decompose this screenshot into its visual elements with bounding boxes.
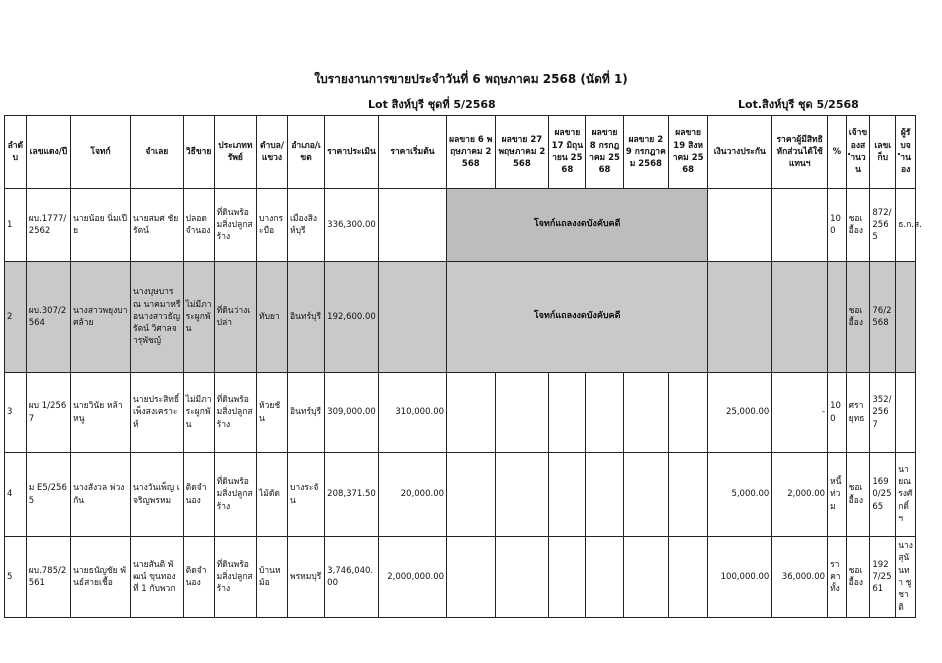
cell-mortgagee: นายณรงศักดิ์ ฯ: [896, 453, 916, 537]
cell-sale-6: [669, 453, 708, 537]
cell-case: ผบ 1/2567: [26, 373, 70, 453]
cell-percent: ราคาทั้ง: [828, 537, 847, 618]
table-row: [5, 453, 916, 537]
cell-case: ผบ.307/2564: [26, 262, 70, 373]
cell-sale-2: [495, 453, 549, 537]
cell-deposit: 100,000.00: [708, 537, 772, 618]
cell-method: ไม่มีภาระผูกพัน: [183, 373, 214, 453]
table-row: [5, 373, 916, 453]
cell-sale-2: [495, 373, 549, 453]
cell-subdistrict: บ้านหม้อ: [257, 537, 288, 618]
col-header-subdistrict: ตำบล/แขวง: [257, 116, 288, 189]
cell-file-no: 76/2568: [870, 262, 896, 373]
cell-defendant: นายสันติ พัฒน์ ขุนทอง ที่ 1 กับพวก: [131, 537, 184, 618]
cell-owner: ชอเอื้อง: [846, 262, 870, 373]
col-header-start-price: ราคาเริ่มต้น: [378, 116, 446, 189]
col-header-owner: เจ้าของสำนวน: [846, 116, 870, 189]
cell-no: 1: [5, 189, 27, 262]
cell-deposit: 5,000.00: [708, 453, 772, 537]
cell-offset-price: 36,000.00: [772, 537, 828, 618]
cell-district: อินทร์บุรี: [287, 373, 324, 453]
col-header-percent: %: [828, 116, 847, 189]
col-header-file-no: เลขเก็บ: [870, 116, 896, 189]
cell-file-no: 1690/2565: [870, 453, 896, 537]
col-header-deposit: เงินวางประกัน: [708, 116, 772, 189]
col-header-sale-1: ผลขาย 6 พฤษภาคม 2568: [447, 116, 496, 189]
cell-plaintiff: นางสาวพยุงบาศล้าย: [71, 262, 131, 373]
cell-district: บางระจัน: [287, 453, 324, 537]
cell-sale-5: [623, 537, 668, 618]
cell-offset-price: [772, 189, 828, 262]
cell-sale-4: [586, 537, 623, 618]
col-header-sale-2: ผลขาย 27 พฤษภาคม 2568: [495, 116, 549, 189]
cell-file-no: 872/2565: [870, 189, 896, 262]
cell-appraisal: 309,000.00: [325, 373, 379, 453]
col-header-district: อำเภอ/เขต: [287, 116, 324, 189]
col-header-sale-3: ผลขาย 17 มิถุนายน 2568: [549, 116, 586, 189]
cell-start-price: 310,000.00: [378, 373, 446, 453]
cell-case: ผบ.785/2561: [26, 537, 70, 618]
cell-sale-5: [623, 453, 668, 537]
cell-start-price: 20,000.00: [378, 453, 446, 537]
cell-type: ที่ดินพร้อมสิ่งปลูกสร้าง: [214, 453, 256, 537]
cell-subdistrict: ทับยา: [257, 262, 288, 373]
cell-sale-2: [495, 537, 549, 618]
col-header-defendant: จำเลย: [131, 116, 184, 189]
cell-method: ไม่มีภาระผูกพัน: [183, 262, 214, 373]
cell-defendant: นายประสิทธิ์ เพ็งสงเคราะห์: [131, 373, 184, 453]
cell-start-price: [378, 189, 446, 262]
lot-label-right: Lot.สิงห์บุรี ชุด 5/2568: [738, 98, 859, 111]
cell-no: 4: [5, 453, 27, 537]
col-header-mortgagee: ผู้รับจำนอง: [896, 116, 916, 189]
cell-defendant: นางบุษบารณ นาคมาหรือนางสาวธัญรัตน์ วิศาลจารุพัชญ์: [131, 262, 184, 373]
cell-type: ที่ดินพร้อมสิ่งปลูกสร้าง: [214, 373, 256, 453]
cell-deposit: [708, 262, 772, 373]
cell-no: 3: [5, 373, 27, 453]
cell-percent: 100: [828, 189, 847, 262]
cell-subdistrict: บางกระบือ: [257, 189, 288, 262]
cell-owner: ชอเอื้อง: [846, 453, 870, 537]
cell-mortgagee: นางสุนันทา ชูชาติ: [896, 537, 916, 618]
col-header-sale-6: ผลขาย 19 สิงหาคม 2568: [669, 116, 708, 189]
cell-sale-5: [623, 373, 668, 453]
cell-method: ติดจำนอง: [183, 537, 214, 618]
table-row: [5, 262, 916, 373]
cell-type: ที่ดินพร้อมสิ่งปลูกสร้าง: [214, 537, 256, 618]
cell-file-no: 1927/2561: [870, 537, 896, 618]
cell-type: ที่ดินว่างเปล่า: [214, 262, 256, 373]
cell-offset-price: 2,000.00: [772, 453, 828, 537]
cell-verdict: โจทก์แถลงงดบังคับคดี: [447, 189, 708, 262]
cell-verdict: โจทก์แถลงงดบังคับคดี: [447, 262, 708, 373]
cell-start-price: 2,000,000.00: [378, 537, 446, 618]
cell-percent: หนี้ท่วม: [828, 453, 847, 537]
cell-start-price: [378, 262, 446, 373]
cell-plaintiff: นายวินัย หล้าหนู: [71, 373, 131, 453]
cell-subdistrict: ห้วยชัน: [257, 373, 288, 453]
header-row: [5, 116, 916, 189]
cell-plaintiff: นายธนัญชัย พันธ์สายเชื้อ: [71, 537, 131, 618]
cell-percent: [828, 262, 847, 373]
cell-deposit: [708, 189, 772, 262]
cell-method: ปลอดจำนอง: [183, 189, 214, 262]
cell-case: ผบ.1777/2562: [26, 189, 70, 262]
cell-mortgagee: ธ.ก.ส.: [896, 189, 916, 262]
cell-no: 5: [5, 537, 27, 618]
col-header-sale-5: ผลขาย 29 กรกฎาคม 2568: [623, 116, 668, 189]
cell-appraisal: 192,600.00: [325, 262, 379, 373]
cell-sale-3: [549, 453, 586, 537]
cell-subdistrict: ไม้ดัด: [257, 453, 288, 537]
cell-deposit: 25,000.00: [708, 373, 772, 453]
cell-case: ม E5/2565: [26, 453, 70, 537]
cell-sale-4: [586, 373, 623, 453]
col-header-appraisal: ราคาประเมิน: [325, 116, 379, 189]
col-header-type: ประเภททรัพย์: [214, 116, 256, 189]
cell-no: 2: [5, 262, 27, 373]
col-header-case: เลขแดง/ปี: [26, 116, 70, 189]
cell-district: อินทร์บุรี: [287, 262, 324, 373]
cell-mortgagee: [896, 262, 916, 373]
cell-mortgagee: [896, 373, 916, 453]
cell-district: พรหมบุรี: [287, 537, 324, 618]
col-header-no: ลำดับ: [5, 116, 27, 189]
cell-sale-1: [447, 453, 496, 537]
cell-sale-1: [447, 373, 496, 453]
cell-file-no: 352/2567: [870, 373, 896, 453]
col-header-method: วิธีขาย: [183, 116, 214, 189]
cell-owner: ศรายุทธ: [846, 373, 870, 453]
cell-district: เมืองสิงห์บุรี: [287, 189, 324, 262]
lot-label-left: Lot สิงห์บุรี ชุดที่ 5/2568: [368, 98, 496, 111]
cell-type: ที่ดินพร้อมสิ่งปลูกสร้าง: [214, 189, 256, 262]
cell-plaintiff: นายน้อย นิ่มเปีย: [71, 189, 131, 262]
cell-offset-price: -: [772, 373, 828, 453]
cell-offset-price: [772, 262, 828, 373]
cell-percent: 100: [828, 373, 847, 453]
cell-sale-6: [669, 537, 708, 618]
col-header-plaintiff: โจทก์: [71, 116, 131, 189]
cell-defendant: นายสมศ ชัยรัตน์: [131, 189, 184, 262]
sales-report-table: [4, 115, 922, 618]
table-row: [5, 189, 916, 262]
cell-appraisal: 3,746,040.00: [325, 537, 379, 618]
cell-sale-3: [549, 373, 586, 453]
cell-appraisal: 336,300.00: [325, 189, 379, 262]
cell-sale-6: [669, 373, 708, 453]
cell-defendant: นางวันเพ็ญ เจริญพรหม: [131, 453, 184, 537]
cell-sale-1: [447, 537, 496, 618]
cell-plaintiff: นางสังวล พ่วงกัน: [71, 453, 131, 537]
cell-sale-4: [586, 453, 623, 537]
cell-owner: ชอเอื้อง: [846, 189, 870, 262]
report-title: ใบรายงานการขายประจำวันที่ 6 พฤษภาคม 2568 (นัดที่ 1): [314, 72, 628, 86]
cell-owner: ชอเอื้อง: [846, 537, 870, 618]
table-row: [5, 537, 916, 618]
col-header-sale-4: ผลขาย 8 กรกฎาคม 2568: [586, 116, 623, 189]
cell-sale-3: [549, 537, 586, 618]
cell-appraisal: 208,371.50: [325, 453, 379, 537]
cell-method: ติดจำนอง: [183, 453, 214, 537]
col-header-offset-price: ราคาผู้มีสิทธิหักส่วนได้ใช้แทนฯ: [772, 116, 828, 189]
